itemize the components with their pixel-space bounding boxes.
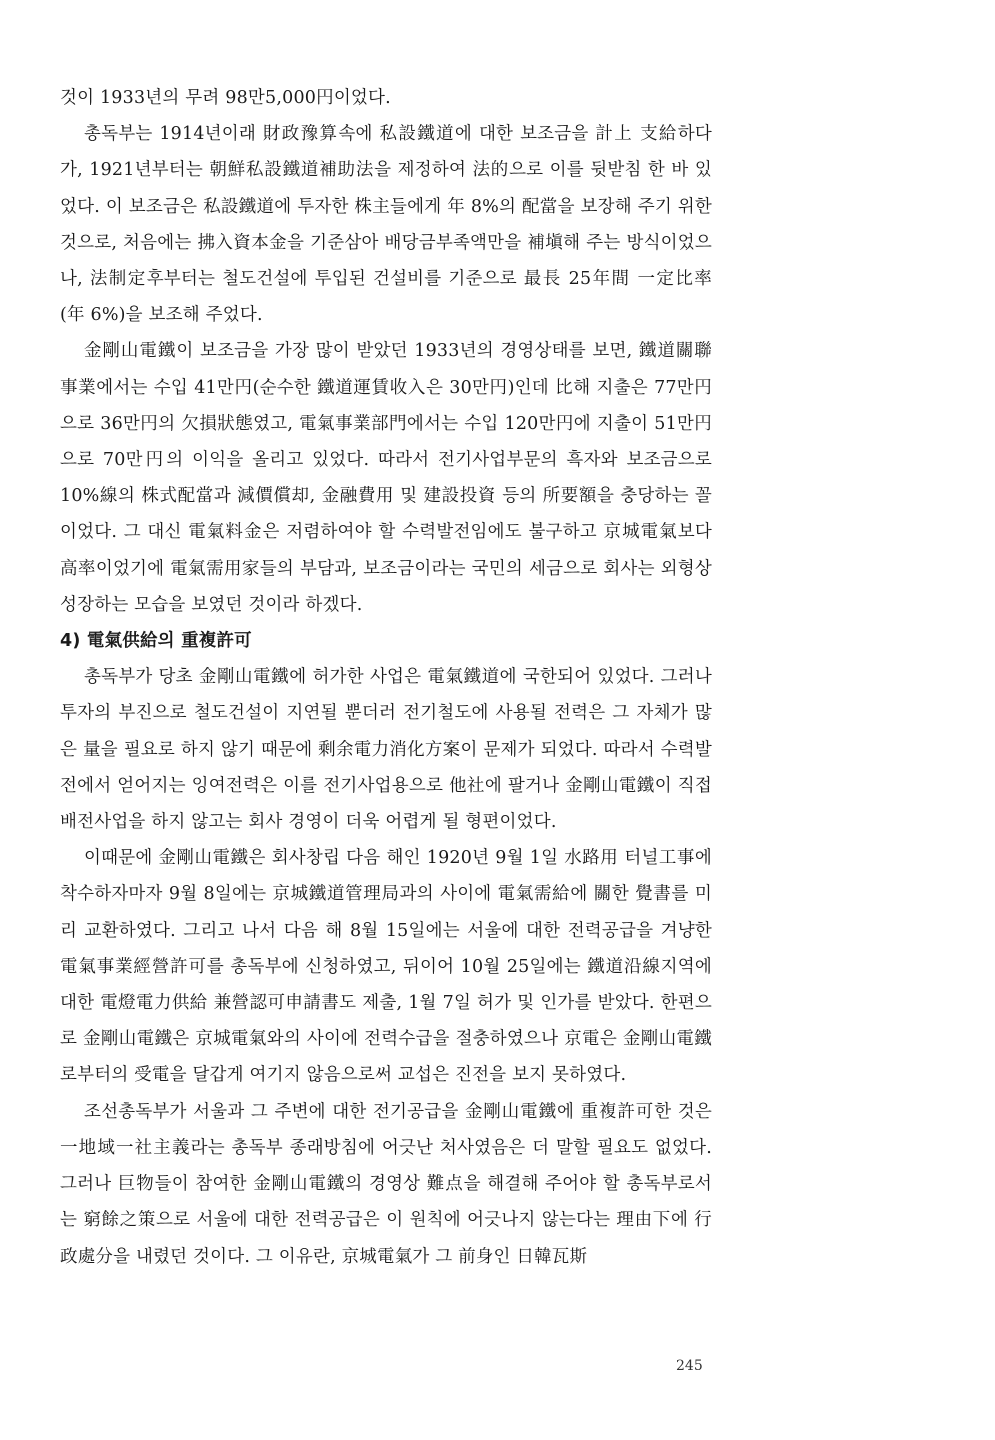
- paragraph-6: 조선총독부가 서울과 그 주변에 대한 전기공급을 金剛山電鐵에 重複許可한 것은 一地域一社主義라는 총독부 종래방침에 어긋난 처사였음은 더 말할 필요도 없었다. 그러나 巨物들이 참여한 金剛山電鐵의 경영상 難点을 해결해 주어야 할 총독부로서는 窮餘之策으로 서울에 대한 전력공급은 이 원칙에 어긋나지 않는다는 理由下에 行政處分을 내렸던 것이다. 그 이유란, 京城電氣가 그 前身인 日韓瓦斯: [60, 1101, 712, 1267]
- paragraph-1: 것이 1933년의 무려 98만5,000円이었다.: [60, 88, 391, 108]
- paragraph-3: 金剛山電鐵이 보조금을 가장 많이 받았던 1933년의 경영상태를 보면, 鐵道關聯事業에서는 수입 41만円(순수한 鐵道運賃收入은 30만円)인데 比해 지출은 77만円으로 36만円의 欠損狀態였고, 電氣事業部門에서는 수입 120만円에 지출이 51만円으로 70만円의 이익을 올리고 있었다. 따라서 전기사업부문의 흑자와 보조금으로 10%線의 株式配當과 減價償却, 金融費用 및 建設投資 등의 所要額을 충당하는 꼴이었다. 그 대신 電氣料金은 저렴하여야 할 수력발전임에도 불구하고 京城電氣보다 高率이었기에 電氣需用家들의 부담과, 보조금이라는 국민의 세금으로 회사는 외형상 성장하는 모습을 보였던 것이라 하겠다.: [60, 341, 712, 615]
- paragraph-2: 총독부는 1914년이래 財政豫算속에 私設鐵道에 대한 보조금을 計上 支給하다가, 1921년부터는 朝鮮私設鐵道補助法을 제정하여 法的으로 이를 뒷받침 한 바 있었다. 이 보조금은 私設鐵道에 투자한 株主들에게 年 8%의 配當을 보장해 주기 위한 것으로, 처음에는 拂入資本金을 기준삼아 배당금부족액만을 補塡해 주는 방식이었으나, 法制定후부터는 철도건설에 투입된 건설비를 기준으로 最長 25年間 一定比率(年 6%)을 보조해 주었다.: [60, 124, 712, 326]
- paragraph-5: 이때문에 金剛山電鐵은 회사창립 다음 해인 1920년 9월 1일 水路用 터널工事에 착수하자마자 9월 8일에는 京城鐵道管理局과의 사이에 電氣需給에 關한 覺書를 미리 교환하였다. 그리고 나서 다음 해 8월 15일에는 서울에 대한 전력공급을 겨냥한 電氣事業經營許可를 총독부에 신청하였고, 뒤이어 10월 25일에는 鐵道沿線지역에 대한 電燈電力供給 兼營認可申請書도 제출, 1월 7일 허가 및 인가를 받았다. 한편으로 金剛山電鐵은 京城電氣와의 사이에 전력수급을 절충하였으나 京電은 金剛山電鐵로부터의 受電을 달갑게 여기지 않음으로써 교섭은 진전을 보지 못하였다.: [60, 848, 712, 1086]
- paragraph-4: 총독부가 당초 金剛山電鐵에 허가한 사업은 電氣鐵道에 국한되어 있었다. 그러나 투자의 부진으로 철도건설이 지연될 뿐더러 전기철도에 사용될 전력은 그 자체가 많은 量을 필요로 하지 않기 때문에 剩余電力消化方案이 문제가 되었다. 따라서 수력발전에서 얻어지는 잉여전력은 이를 전기사업용으로 他社에 팔거나 金剛山電鐵이 직접 배전사업을 하지 않고는 회사 경영이 더욱 어렵게 될 형편이었다.: [60, 667, 712, 833]
- body-text: [60, 80, 712, 1275]
- page-number: 245: [676, 1358, 703, 1374]
- section-heading: 4) 電氣供給의 重複許可: [60, 631, 252, 652]
